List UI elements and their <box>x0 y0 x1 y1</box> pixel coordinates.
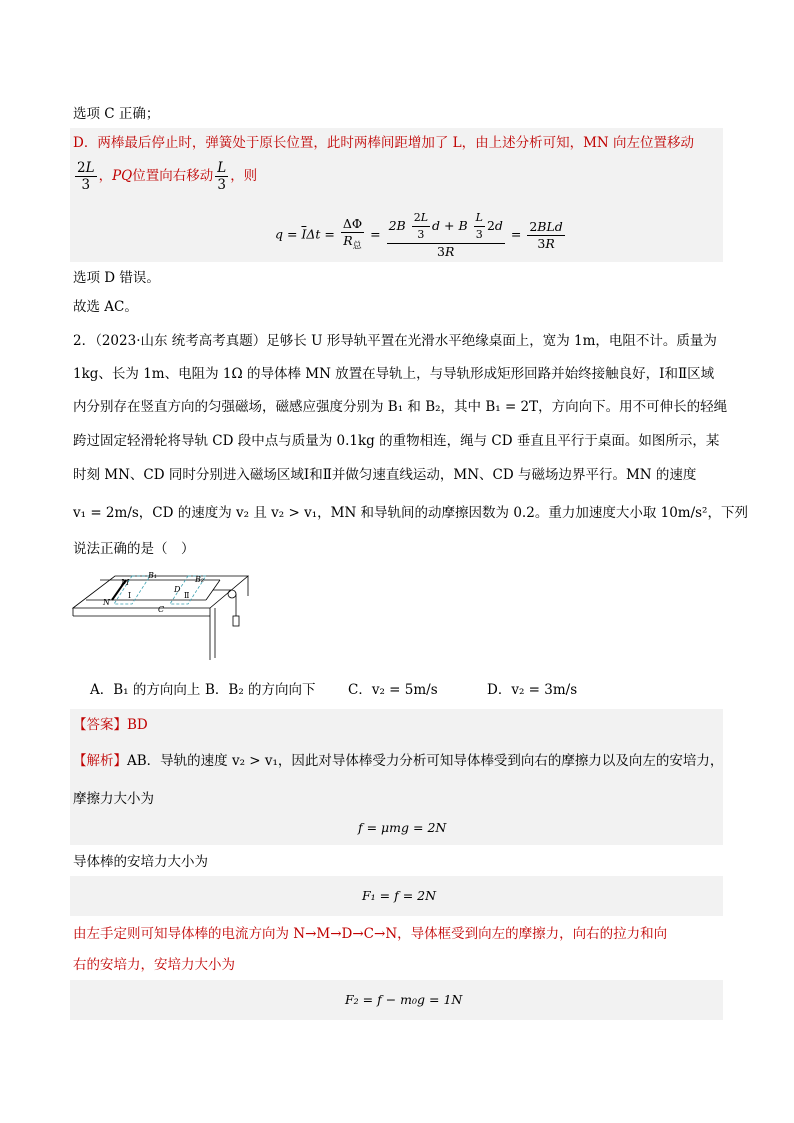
option-a: A．B₁ 的方向向上 <box>90 682 201 698</box>
option-d-line2: $\frac{2L}{3}$ ，PQ位置向右移动 $\frac{L}{3}$ ，则 <box>77 160 258 193</box>
label-n: N <box>103 598 110 607</box>
equation-ampere1: F₁ = f = 2N <box>362 888 437 903</box>
equation-ampere2: F₂ = f − m₀g = 1N <box>345 992 463 1007</box>
option-d: D．v₂ = 3m/s <box>487 682 578 698</box>
analysis-line1: 【解析】AB．导轨的速度 v₂ > v₁，因此对导体棒受力分析可知导体棒受到向右的摩擦力以及向左的安培力， <box>73 753 724 769</box>
q2-line5: 时刻 MN、CD 同时分别进入磁场区域Ⅰ和Ⅱ并做匀速直线运动，MN、CD 与磁场边界平行。MN 的速度 <box>73 467 697 483</box>
analysis-line3: 导体棒的安培力大小为 <box>73 854 208 870</box>
charge-equation: $q = \overline{I}\Delta t$ = $\frac{\Delta\Phi}{R_总}$ = 2B $\frac{2L}{3}$ d + B $\frac{L}{3}$ 2d 3R = $\frac{\text{2BLd}}{3R}$ <box>275 211 563 259</box>
option-c-correct: 选项 C 正确； <box>73 106 160 122</box>
answer-label: 【答案】BD <box>73 717 148 733</box>
analysis-line2: 摩擦力大小为 <box>73 791 154 807</box>
q2-line3: 内分别存在竖直方向的匀强磁场，磁感应强度分别为 B₁ 和 B₂，其中 B₁ = 2T，方向向下。用不可伸长的轻绳 <box>73 399 728 415</box>
rail-figure <box>70 568 250 663</box>
label-region-2: Ⅱ <box>184 591 190 600</box>
label-b1: B₁ <box>148 571 158 580</box>
fraction-2l-3: $\frac{2L}{3}$ <box>77 160 95 193</box>
option-d-wrong: 选项 D 错误。 <box>73 270 160 286</box>
label-b2: B₂ <box>195 575 205 584</box>
label-c: C <box>158 605 165 614</box>
fraction-l-3: $\frac{L}{3}$ <box>217 160 227 193</box>
q2-line1: 2．（2023·山东 统考高考真题）足够长 U 形导轨平置在光滑水平绝缘桌面上，宽为 1m，电阻不计。质量为 <box>73 333 717 349</box>
q2-line4: 跨过固定轻滑轮将导轨 CD 段中点与质量为 0.1kg 的重物相连，绳与 CD 垂直且平行于桌面。如图所示，某 <box>73 433 720 449</box>
option-c: C．v₂ = 5m/s <box>348 682 438 698</box>
label-region-1: Ⅰ <box>128 591 132 600</box>
analysis-line4: 由左手定则可知导体棒的电流方向为 N→M→D→C→N，导体框受到向左的摩擦力，向右的拉力和向 <box>73 926 668 942</box>
option-d-line1: D．两棒最后停止时，弹簧处于原长位置，此时两棒间距增加了 L，由上述分析可知，MN 向左位置移动 <box>73 135 695 151</box>
q2-line7: 说法正确的是（ ） <box>73 541 195 557</box>
option-b: B．B₂ 的方向向下 <box>205 682 316 698</box>
analysis-line5: 右的安培力，安培力大小为 <box>73 957 235 973</box>
label-m: M <box>121 578 130 587</box>
label-d: D <box>174 585 181 594</box>
conclusion-ac: 故选 AC。 <box>73 299 138 315</box>
q2-line2: 1kg、长为 1m、电阻为 1Ω 的导体棒 MN 放置在导轨上，与导轨形成矩形回路并始终接触良好，Ⅰ和Ⅱ区域 <box>73 366 715 382</box>
equation-friction: f = μmg = 2N <box>358 820 447 835</box>
q2-line6: v₁ = 2m/s，CD 的速度为 v₂ 且 v₂ > v₁，MN 和导轨间的动摩擦因数为 0.2。重力加速度大小取 10m/s²，下列 <box>73 505 748 521</box>
